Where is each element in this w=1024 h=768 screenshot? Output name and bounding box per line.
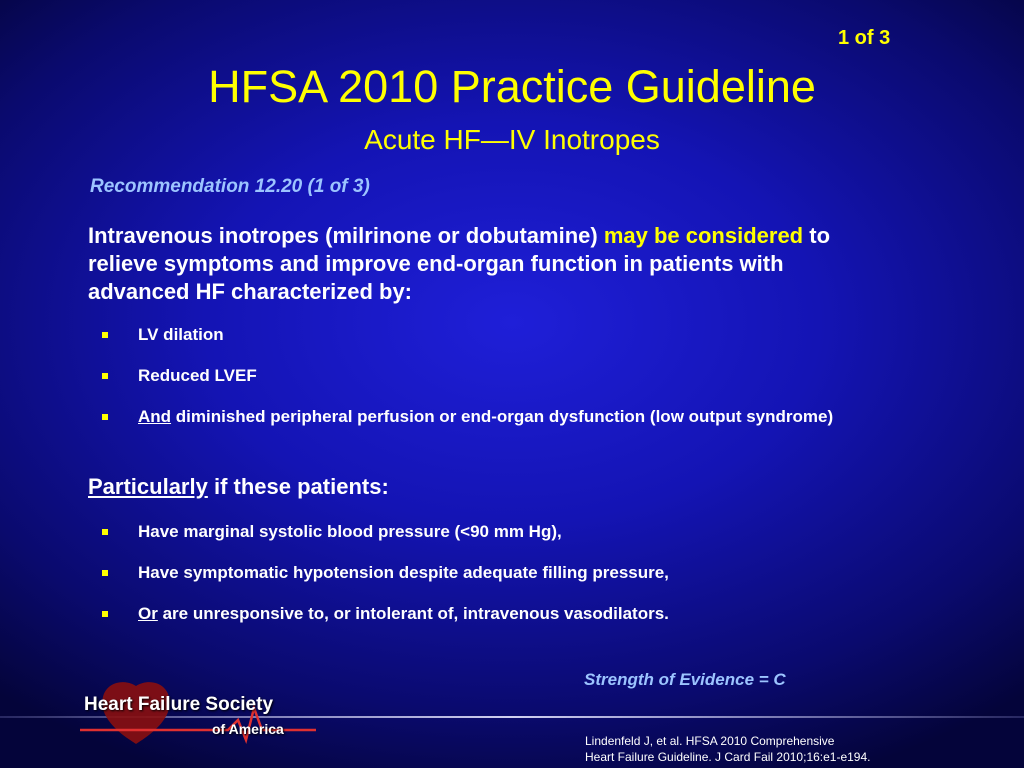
- criteria-list: [100, 324, 860, 447]
- patients-item: [100, 521, 860, 543]
- recommendation-label: Recommendation 12.20 (1 of 3): [90, 176, 370, 197]
- square-bullet-icon: [102, 332, 108, 338]
- citation-line-2: Heart Failure Guideline. J Card Fail 2010;16:e1-e194.: [585, 750, 871, 764]
- patients-item: [100, 562, 860, 584]
- intro-highlight: may be considered: [603, 223, 804, 248]
- logo-name: Heart Failure Society: [84, 694, 274, 715]
- patients-text: are unresponsive to, or intolerant of, intravenous vasodilators.: [157, 604, 669, 623]
- strength-of-evidence: Strength of Evidence = C: [584, 670, 786, 689]
- criteria-text: diminished peripheral perfusion or end-organ dysfunction (low output syndrome): [171, 407, 834, 426]
- criteria-item: [100, 324, 860, 346]
- patients-text: Have symptomatic hypotension despite adequate filling pressure,: [138, 563, 669, 582]
- intro-text-2: to relieve symptoms and improve end-organ function in patients with advanced HF characterized by:: [88, 223, 831, 304]
- patients-lead: Or: [138, 604, 158, 623]
- slide-page-number: 1 of 3: [838, 27, 891, 49]
- patients-item: [100, 603, 860, 625]
- intro-paragraph: [88, 222, 878, 306]
- citation-line-1: Lindenfeld J, et al. HFSA 2010 Comprehensive: [585, 734, 835, 748]
- criteria-text: LV dilation: [138, 325, 224, 344]
- particularly-heading: [88, 473, 389, 501]
- logo-subtitle: of America: [212, 721, 284, 737]
- criteria-item: [100, 406, 860, 428]
- slide-title: HFSA 2010 Practice Guideline: [208, 61, 816, 112]
- particularly-text: if these patients:: [207, 474, 389, 499]
- citation: [585, 733, 871, 765]
- criteria-lead: And: [138, 407, 172, 426]
- square-bullet-icon: [102, 414, 108, 420]
- slide-subtitle: Acute HF—IV Inotropes: [364, 124, 660, 155]
- intro-text-1: Intravenous inotropes (milrinone or dobutamine): [88, 223, 604, 248]
- patients-list: [100, 521, 860, 644]
- square-bullet-icon: [102, 373, 108, 379]
- square-bullet-icon: [102, 529, 108, 535]
- criteria-text: Reduced LVEF: [138, 366, 257, 385]
- square-bullet-icon: [102, 570, 108, 576]
- patients-text: Have marginal systolic blood pressure (<90 mm Hg),: [138, 522, 562, 541]
- square-bullet-icon: [102, 611, 108, 617]
- particularly-lead: Particularly: [88, 474, 208, 499]
- criteria-item: [100, 365, 860, 387]
